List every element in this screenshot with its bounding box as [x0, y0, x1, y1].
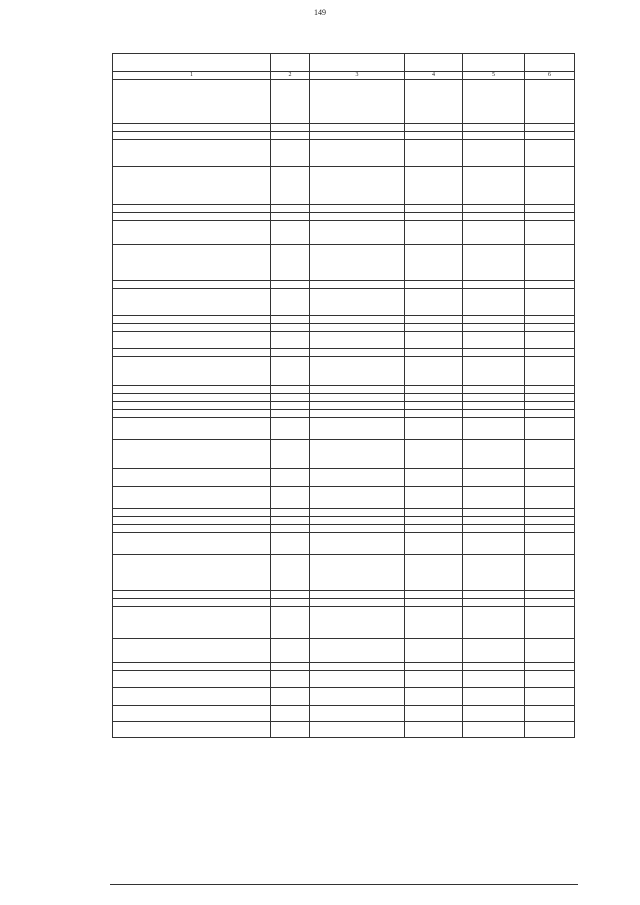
- table-cell: [271, 706, 310, 722]
- header-cell: [310, 54, 405, 72]
- table-cell: [405, 316, 463, 324]
- table-cell: [271, 281, 310, 289]
- table-cell: [113, 245, 271, 281]
- table-cell: [463, 706, 525, 722]
- table-cell: [525, 140, 575, 167]
- table-cell: [525, 289, 575, 316]
- table-cell: [310, 80, 405, 124]
- table-cell: [310, 509, 405, 517]
- table-cell: [271, 525, 310, 533]
- table-cell: [310, 591, 405, 599]
- table-cell: [310, 332, 405, 349]
- table-cell: [525, 663, 575, 671]
- table-cell: [271, 722, 310, 738]
- table-cell: [271, 167, 310, 205]
- table-cell: [405, 281, 463, 289]
- table-cell: [310, 124, 405, 132]
- table-cell: [310, 281, 405, 289]
- table-cell: [405, 386, 463, 394]
- table-cell: [405, 509, 463, 517]
- column-number: 3: [310, 72, 405, 80]
- table-row: [113, 440, 575, 469]
- table-cell: [310, 245, 405, 281]
- table-cell: [271, 517, 310, 525]
- table-cell: [271, 533, 310, 555]
- table-cell: [463, 332, 525, 349]
- table-cell: [463, 394, 525, 402]
- table-cell: [463, 167, 525, 205]
- table-cell: [463, 663, 525, 671]
- table-cell: [113, 213, 271, 221]
- table-cell: [525, 316, 575, 324]
- table-cell: [113, 80, 271, 124]
- table-row: [113, 402, 575, 410]
- table-cell: [525, 440, 575, 469]
- table-cell: [310, 386, 405, 394]
- table-cell: [113, 124, 271, 132]
- table-cell: [463, 440, 525, 469]
- table-cell: [113, 140, 271, 167]
- table-cell: [463, 386, 525, 394]
- table-cell: [271, 555, 310, 591]
- table-cell: [310, 722, 405, 738]
- table-cell: [405, 410, 463, 418]
- table-cell: [113, 221, 271, 245]
- table-cell: [271, 349, 310, 357]
- table-cell: [525, 221, 575, 245]
- table-cell: [271, 509, 310, 517]
- table-cell: [525, 402, 575, 410]
- table-cell: [463, 316, 525, 324]
- table-cell: [271, 386, 310, 394]
- table-cell: [525, 394, 575, 402]
- table-cell: [271, 357, 310, 386]
- table-cell: [525, 80, 575, 124]
- table-cell: [525, 357, 575, 386]
- table-cell: [113, 517, 271, 525]
- table-cell: [405, 332, 463, 349]
- table-cell: [310, 213, 405, 221]
- table-cell: [405, 205, 463, 213]
- table-cell: [463, 221, 525, 245]
- column-number: 5: [463, 72, 525, 80]
- table-row: [113, 487, 575, 509]
- table-cell: [113, 599, 271, 607]
- table-cell: [463, 487, 525, 509]
- table-cell: [405, 349, 463, 357]
- table-row: [113, 688, 575, 706]
- table-cell: [525, 469, 575, 487]
- table-cell: [525, 509, 575, 517]
- table-cell: [271, 410, 310, 418]
- table-cell: [113, 316, 271, 324]
- table-cell: [405, 440, 463, 469]
- table-cell: [271, 599, 310, 607]
- table-cell: [271, 124, 310, 132]
- table-cell: [113, 357, 271, 386]
- table-row: [113, 324, 575, 332]
- table-cell: [271, 663, 310, 671]
- table-cell: [525, 517, 575, 525]
- table-row: [113, 469, 575, 487]
- table-cell: [271, 245, 310, 281]
- table-cell: [310, 132, 405, 140]
- table-cell: [525, 132, 575, 140]
- table-cell: [310, 599, 405, 607]
- table-cell: [310, 533, 405, 555]
- table-cell: [525, 418, 575, 440]
- table-cell: [525, 591, 575, 599]
- table-cell: [525, 167, 575, 205]
- table-cell: [463, 688, 525, 706]
- table-cell: [310, 663, 405, 671]
- table-cell: [271, 591, 310, 599]
- table-cell: [405, 357, 463, 386]
- table-row: [113, 509, 575, 517]
- table-cell: [525, 386, 575, 394]
- table-cell: [271, 140, 310, 167]
- table-cell: [463, 289, 525, 316]
- table-cell: [113, 349, 271, 357]
- table-cell: [405, 639, 463, 663]
- table-cell: [310, 639, 405, 663]
- table-row: [113, 410, 575, 418]
- table-row: [113, 599, 575, 607]
- table-row: [113, 221, 575, 245]
- bottom-rule: [110, 884, 578, 885]
- table-cell: [113, 607, 271, 639]
- table-row: [113, 289, 575, 316]
- table-cell: [113, 722, 271, 738]
- table-row: [113, 639, 575, 663]
- table-cell: [405, 140, 463, 167]
- table-cell: [271, 639, 310, 663]
- table-cell: [463, 324, 525, 332]
- table-cell: [463, 722, 525, 738]
- table-row: [113, 167, 575, 205]
- table-cell: [525, 324, 575, 332]
- table-cell: [405, 688, 463, 706]
- table-cell: [113, 555, 271, 591]
- table-row: [113, 663, 575, 671]
- table-cell: [405, 418, 463, 440]
- table-cell: [113, 487, 271, 509]
- table-cell: [113, 509, 271, 517]
- table-cell: [271, 394, 310, 402]
- table-cell: [463, 245, 525, 281]
- table-cell: [113, 706, 271, 722]
- table-cell: [310, 289, 405, 316]
- table-cell: [463, 213, 525, 221]
- table-row: [113, 386, 575, 394]
- table-cell: [525, 688, 575, 706]
- table-cell: [113, 205, 271, 213]
- table-cell: [463, 402, 525, 410]
- table-row: [113, 245, 575, 281]
- table-cell: [525, 349, 575, 357]
- table-cell: [113, 418, 271, 440]
- table-cell: [271, 487, 310, 509]
- table-row: [113, 418, 575, 440]
- table-cell: [113, 663, 271, 671]
- table-cell: [463, 509, 525, 517]
- table-cell: [310, 706, 405, 722]
- table-cell: [113, 671, 271, 688]
- table-row: [113, 132, 575, 140]
- table-cell: [463, 124, 525, 132]
- table-cell: [405, 533, 463, 555]
- table-cell: [463, 418, 525, 440]
- table-cell: [113, 591, 271, 599]
- table-cell: [463, 140, 525, 167]
- table-cell: [525, 706, 575, 722]
- table-cell: [113, 639, 271, 663]
- table-cell: [113, 469, 271, 487]
- table-cell: [463, 205, 525, 213]
- table-cell: [113, 332, 271, 349]
- table-cell: [405, 402, 463, 410]
- table-cell: [525, 607, 575, 639]
- table-cell: [525, 722, 575, 738]
- table-cell: [113, 533, 271, 555]
- table-cell: [525, 533, 575, 555]
- table-cell: [463, 533, 525, 555]
- table-cell: [310, 440, 405, 469]
- table-cell: [310, 167, 405, 205]
- table-cell: [405, 394, 463, 402]
- table-row: [113, 140, 575, 167]
- table-cell: [405, 469, 463, 487]
- table-row: [113, 281, 575, 289]
- table-cell: [405, 124, 463, 132]
- table-cell: [310, 205, 405, 213]
- table-row: [113, 349, 575, 357]
- header-cell: [463, 54, 525, 72]
- table-row: [113, 591, 575, 599]
- table-cell: [113, 394, 271, 402]
- table-cell: [405, 607, 463, 639]
- table-cell: [405, 706, 463, 722]
- table-cell: [310, 525, 405, 533]
- table-cell: [463, 281, 525, 289]
- table-cell: [310, 357, 405, 386]
- budget-table: [112, 53, 575, 738]
- table-cell: [310, 316, 405, 324]
- table-cell: [405, 80, 463, 124]
- table-cell: [271, 607, 310, 639]
- table-cell: [463, 357, 525, 386]
- table-cell: [463, 469, 525, 487]
- table-cell: [525, 332, 575, 349]
- table-cell: [463, 80, 525, 124]
- table-cell: [525, 124, 575, 132]
- header-cell: [113, 54, 271, 72]
- table-cell: [525, 639, 575, 663]
- header-cell: [405, 54, 463, 72]
- table-row: [113, 332, 575, 349]
- table-cell: [463, 591, 525, 599]
- table-row: [113, 80, 575, 124]
- column-number: 2: [271, 72, 310, 80]
- table-cell: [405, 555, 463, 591]
- table-cell: [525, 671, 575, 688]
- table-cell: [525, 205, 575, 213]
- table-row: [113, 706, 575, 722]
- table-cell: [525, 487, 575, 509]
- table-cell: [463, 349, 525, 357]
- table-cell: [271, 402, 310, 410]
- table-row: [113, 213, 575, 221]
- table-cell: [310, 221, 405, 245]
- table-cell: [405, 213, 463, 221]
- table-cell: [463, 639, 525, 663]
- table-cell: [405, 599, 463, 607]
- table-cell: [463, 525, 525, 533]
- table-cell: [463, 410, 525, 418]
- table-cell: [405, 525, 463, 533]
- table-row: [113, 394, 575, 402]
- table-cell: [310, 671, 405, 688]
- table-cell: [271, 80, 310, 124]
- table-cell: [405, 487, 463, 509]
- table-row: [113, 357, 575, 386]
- table-cell: [271, 316, 310, 324]
- table-cell: [113, 688, 271, 706]
- table-cell: [271, 213, 310, 221]
- table-cell: [405, 245, 463, 281]
- table-row: [113, 316, 575, 324]
- table-row: [113, 525, 575, 533]
- table-cell: [310, 324, 405, 332]
- table-cell: [463, 607, 525, 639]
- table-cell: [271, 324, 310, 332]
- table-cell: [271, 688, 310, 706]
- table-cell: [113, 324, 271, 332]
- table-cell: [405, 517, 463, 525]
- table-cell: [405, 132, 463, 140]
- table-cell: [113, 167, 271, 205]
- table-cell: [271, 205, 310, 213]
- table-cell: [271, 132, 310, 140]
- table-row: [113, 722, 575, 738]
- table-cell: [405, 167, 463, 205]
- table-cell: [271, 221, 310, 245]
- table-cell: [525, 281, 575, 289]
- table-cell: [310, 469, 405, 487]
- table-cell: [113, 132, 271, 140]
- table-row: [113, 533, 575, 555]
- table-cell: [310, 517, 405, 525]
- table-cell: [463, 555, 525, 591]
- table-cell: [463, 517, 525, 525]
- table-cell: [405, 591, 463, 599]
- table-cell: [310, 555, 405, 591]
- header-row: [113, 54, 575, 72]
- table-cell: [113, 410, 271, 418]
- table-row: [113, 205, 575, 213]
- table-cell: [271, 469, 310, 487]
- table-cell: [271, 440, 310, 469]
- table-cell: [310, 418, 405, 440]
- page-number: 149: [314, 8, 326, 17]
- table-cell: [310, 394, 405, 402]
- table-cell: [113, 525, 271, 533]
- table-cell: [113, 440, 271, 469]
- table-cell: [271, 671, 310, 688]
- table-row: [113, 607, 575, 639]
- table-cell: [310, 402, 405, 410]
- table-row: [113, 555, 575, 591]
- table-cell: [405, 671, 463, 688]
- table-cell: [113, 402, 271, 410]
- table-cell: [463, 599, 525, 607]
- table-cell: [405, 663, 463, 671]
- table-cell: [463, 671, 525, 688]
- table-cell: [310, 410, 405, 418]
- table-row: [113, 124, 575, 132]
- table-cell: [525, 555, 575, 591]
- table-cell: [310, 487, 405, 509]
- header-cell: [271, 54, 310, 72]
- table-cell: [310, 349, 405, 357]
- table-row: [113, 517, 575, 525]
- table-cell: [405, 722, 463, 738]
- table-cell: [271, 418, 310, 440]
- table-cell: [525, 599, 575, 607]
- table-cell: [525, 525, 575, 533]
- table-cell: [113, 281, 271, 289]
- table-cell: [405, 289, 463, 316]
- table-cell: [271, 332, 310, 349]
- table-cell: [113, 289, 271, 316]
- table-cell: [405, 221, 463, 245]
- table-cell: [310, 140, 405, 167]
- table-cell: [525, 410, 575, 418]
- table-cell: [310, 607, 405, 639]
- header-cell: [525, 54, 575, 72]
- table-cell: [463, 132, 525, 140]
- table-cell: [525, 213, 575, 221]
- column-number: 1: [113, 72, 271, 80]
- table-cell: [525, 245, 575, 281]
- column-number: 4: [405, 72, 463, 80]
- table-cell: [113, 386, 271, 394]
- table-cell: [310, 688, 405, 706]
- column-number-row: [113, 72, 575, 80]
- table-cell: [405, 324, 463, 332]
- table-cell: [271, 289, 310, 316]
- table-row: [113, 671, 575, 688]
- column-number: 6: [525, 72, 575, 80]
